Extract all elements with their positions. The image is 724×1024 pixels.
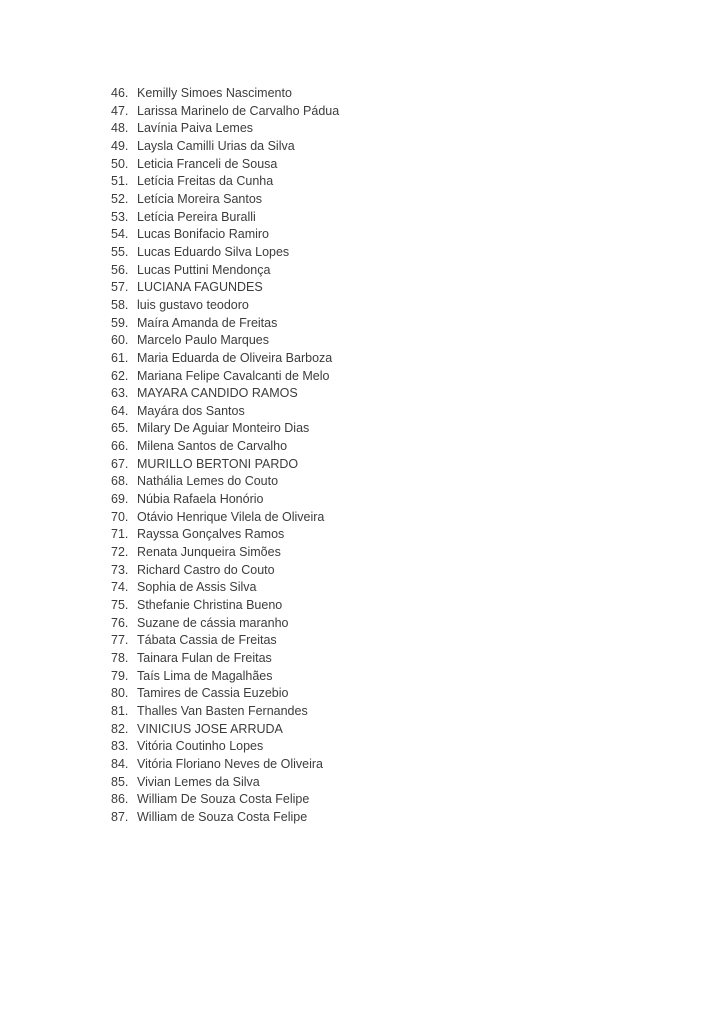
list-item [111, 791, 339, 809]
list-item [111, 756, 339, 774]
list-item [111, 597, 339, 615]
list-item-name: Marcelo Paulo Marques [137, 333, 270, 348]
list-item-number: 67. [111, 456, 129, 471]
list-item-number: 86. [111, 792, 129, 807]
list-item-number: 79. [111, 668, 129, 683]
list-item-number: 49. [111, 138, 129, 153]
list-item-number: 78. [111, 651, 129, 665]
list-item-name: Laysla Camilli Urias da Silva [137, 138, 295, 153]
list-item-name: Thalles Van Basten Fernandes [137, 703, 308, 718]
list-item-name: MURILLO BERTONI PARDO [137, 456, 299, 471]
list-item-name: Lucas Eduardo Silva Lopes [137, 244, 290, 259]
list-item-name: Vitória Floriano Neves de Oliveira [137, 756, 323, 771]
list-item-name: Taís Lima de Magalhães [137, 668, 273, 683]
list-item-number: 81. [111, 703, 129, 718]
list-item-number: 61. [111, 350, 129, 365]
list-item-name: Mayára dos Santos [137, 403, 245, 418]
list-item [111, 85, 339, 103]
list-item-number: 85. [111, 774, 129, 789]
list-item [111, 403, 339, 421]
list-item-number: 64. [111, 403, 129, 418]
list-item [111, 774, 339, 792]
list-item-name: Vitória Coutinho Lopes [137, 739, 264, 754]
list-item-number: 51. [111, 174, 129, 189]
numbered-name-list [111, 85, 339, 827]
list-item-name: Lavínia Paiva Lemes [137, 121, 254, 136]
list-item [111, 438, 339, 456]
list-item-number: 82. [111, 721, 129, 736]
list-item-name: VINICIUS JOSE ARRUDA [137, 721, 283, 736]
list-item-name: Vivian Lemes da Silva [137, 774, 260, 789]
list-item [111, 473, 339, 491]
list-item-number: 48. [111, 121, 129, 136]
list-item [111, 703, 339, 721]
list-item-name: Richard Castro do Couto [137, 562, 275, 577]
list-item [111, 279, 339, 297]
list-item-name: Letícia Freitas da Cunha [137, 174, 274, 189]
list-item-number: 84. [111, 756, 129, 771]
list-item [111, 668, 339, 686]
list-item-number: 53. [111, 209, 129, 224]
list-item [111, 138, 339, 156]
list-item [111, 632, 339, 650]
list-item-name: Tábata Cassia de Freitas [137, 633, 277, 648]
list-item [111, 562, 339, 580]
list-item-number: 50. [111, 156, 129, 171]
list-item [111, 809, 339, 827]
list-item-number: 46. [111, 86, 129, 100]
list-item [111, 350, 339, 368]
list-item-name: Suzane de cássia maranho [137, 615, 289, 630]
list-item-name: Lucas Puttini Mendonça [137, 262, 271, 277]
list-item-number: 55. [111, 244, 129, 259]
list-item-number: 63. [111, 386, 129, 401]
list-item-name: LUCIANA FAGUNDES [137, 280, 263, 295]
list-item-number: 72. [111, 545, 129, 560]
list-item [111, 650, 339, 668]
list-item [111, 509, 339, 527]
list-item-number: 59. [111, 315, 129, 330]
list-item-name: Milena Santos de Carvalho [137, 439, 288, 454]
list-item-name: William De Souza Costa Felipe [137, 792, 310, 807]
list-item-number: 58. [111, 297, 129, 312]
list-item-number: 87. [111, 809, 129, 824]
list-item [111, 315, 339, 333]
list-item [111, 120, 339, 138]
list-item-name: Nathália Lemes do Couto [137, 474, 279, 489]
list-item-number: 83. [111, 739, 129, 754]
list-item [111, 579, 339, 597]
list-item-number: 71. [111, 527, 129, 542]
list-item [111, 721, 339, 739]
list-item-name: Larissa Marinelo de Carvalho Pádua [137, 103, 340, 118]
list-item [111, 544, 339, 562]
list-item-number: 69. [111, 492, 129, 507]
list-item [111, 226, 339, 244]
list-item-name: luis gustavo teodoro [137, 297, 249, 312]
list-item-name: Maíra Amanda de Freitas [137, 315, 278, 330]
list-item-number: 76. [111, 615, 129, 630]
list-item [111, 738, 339, 756]
list-item-name: Sthefanie Christina Bueno [137, 598, 283, 613]
list-item-name: Letícia Moreira Santos [137, 191, 263, 206]
list-item [111, 244, 339, 262]
list-item-number: 74. [111, 580, 129, 595]
list-item-number: 80. [111, 686, 129, 701]
list-item-name: Maria Eduarda de Oliveira Barboza [137, 350, 333, 365]
list-item-number: 56. [111, 262, 129, 277]
list-item-name: Letícia Pereira Buralli [137, 209, 256, 224]
list-item-number: 57. [111, 280, 129, 295]
list-item-number: 68. [111, 474, 129, 489]
list-item [111, 209, 339, 227]
list-item-number: 65. [111, 421, 129, 436]
list-item-number: 60. [111, 333, 129, 348]
list-item-name: Milary De Aguiar Monteiro Dias [137, 421, 310, 436]
list-item [111, 420, 339, 438]
list-item [111, 173, 339, 191]
list-item [111, 526, 339, 544]
list-item-name: Sophia de Assis Silva [137, 580, 257, 595]
list-item-number: 73. [111, 562, 129, 577]
list-item-name: Mariana Felipe Cavalcanti de Melo [137, 368, 330, 383]
list-item [111, 491, 339, 509]
list-item-name: MAYARA CANDIDO RAMOS [137, 386, 298, 401]
list-item [111, 262, 339, 280]
list-item [111, 191, 339, 209]
list-item-number: 52. [111, 191, 129, 206]
list-item-number: 75. [111, 598, 129, 613]
list-item [111, 368, 339, 386]
list-item [111, 456, 339, 474]
list-item [111, 685, 339, 703]
list-item-name: Kemilly Simoes Nascimento [137, 86, 292, 100]
list-item-name: Tainara Fulan de Freitas [137, 651, 272, 665]
list-item-name: Tamires de Cassia Euzebio [137, 686, 289, 701]
list-item [111, 297, 339, 315]
list-item-name: Lucas Bonifacio Ramiro [137, 227, 270, 242]
list-item-number: 66. [111, 439, 129, 454]
list-item-name: Otávio Henrique Vilela de Oliveira [137, 509, 325, 524]
list-item-name: Renata Junqueira Simões [137, 545, 281, 560]
list-item-number: 70. [111, 509, 129, 524]
list-item-number: 54. [111, 227, 129, 242]
list-item-number: 47. [111, 103, 129, 118]
list-item [111, 332, 339, 350]
list-item-name: William de Souza Costa Felipe [137, 809, 308, 824]
list-item [111, 103, 339, 121]
list-item-number: 62. [111, 368, 129, 383]
list-item [111, 385, 339, 403]
list-item-name: Núbia Rafaela Honório [137, 492, 264, 507]
list-item-name: Leticia Franceli de Sousa [137, 156, 278, 171]
list-item-name: Rayssa Gonçalves Ramos [137, 527, 285, 542]
list-item-number: 77. [111, 633, 129, 648]
list-item [111, 156, 339, 174]
list-item [111, 615, 339, 633]
